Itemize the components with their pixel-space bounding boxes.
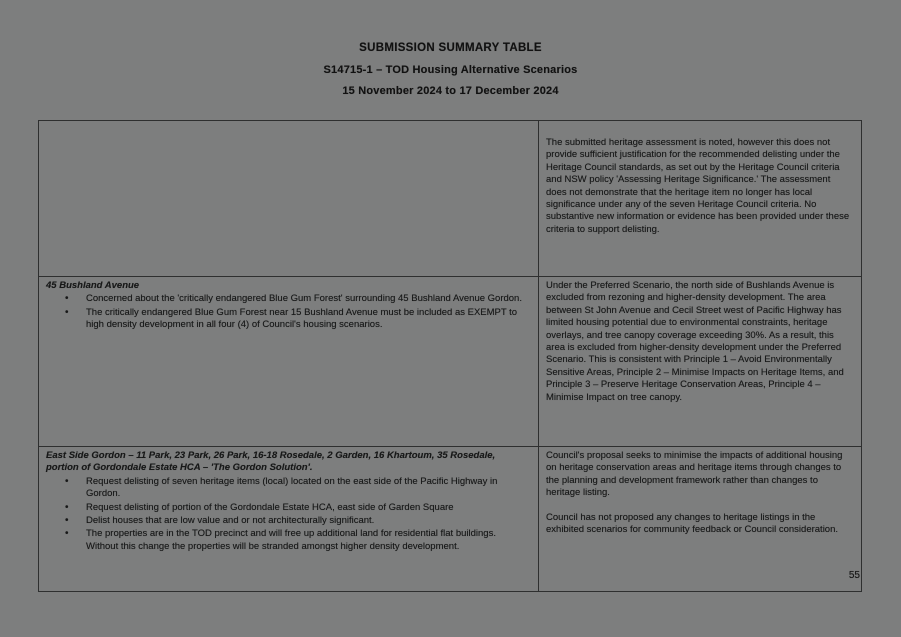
response-cell — [539, 447, 861, 591]
response-paragraph: Under the Preferred Scenario, the north side of Bushlands Avenue is excluded from rezoning and higher-density development. The area between St John Avenue and Cecil Street west of Pacific Highway has limited housing potential due to environmental constraints, heritage overlays, and tree canopy coverage exceeding 30%. As a result, this area is excluded from higher-density development under the Preferred Scenario. This is consistent with Principle 1 – Avoid Environmentally Sensitive Areas, Principle 2 – Minimise Impacts on Heritage Items, and Principle 3 – Preserve Heritage Conservation Areas, Principle 4 – Minimise Impact on tree canopy. — [546, 280, 844, 403]
response-paragraph: Council has not proposed any changes to heritage listings in the exhibited scenarios for community feedback or Council consideration. — [546, 511, 839, 536]
submission-bullet-list — [46, 293, 530, 331]
submission-heading: East Side Gordon – 11 Park, 23 Park, 26 Park, 16-18 Rosedale, 2 Garden, 16 Khartoum, 35 Rosedale, portion of Gordondale Estate HCA – 'The Gordon Solution'. — [46, 450, 496, 474]
submission-point: • The critically endangered Blue Gum Forest near 15 Bushland Avenue must be included as EXEMPT to high density development in all four (4) of Council's housing scenarios. — [86, 307, 530, 332]
page-subtitle: S14715-1 – TOD Housing Alternative Scenarios — [323, 63, 578, 76]
table-row — [39, 121, 861, 277]
response-cell — [539, 121, 861, 276]
submission-summary-table — [38, 120, 862, 592]
submission-cell-empty — [39, 121, 539, 276]
submission-bullet-list — [46, 476, 530, 553]
submission-point: • Request delisting of portion of the Gordondale Estate HCA, east side of Garden Square — [86, 502, 530, 514]
table-row — [39, 447, 861, 591]
page-number: 55 — [848, 570, 860, 581]
submission-point: • The properties are in the TOD precinct and will free up additional land for residential flat buildings. Without this change the properties will be stranded amongst higher density development. — [86, 528, 530, 553]
submission-cell — [39, 447, 539, 591]
page-date-range: 15 November 2024 to 17 December 2024 — [342, 85, 559, 97]
page-title: SUBMISSION SUMMARY TABLE — [359, 42, 542, 54]
submission-point: • Concerned about the 'critically endangered Blue Gum Forest' surrounding 45 Bushland Avenue Gordon. — [86, 293, 530, 305]
response-cell — [539, 277, 861, 446]
submission-cell — [39, 277, 539, 446]
table-row — [39, 277, 861, 447]
response-paragraph: Council's proposal seeks to minimise the impacts of additional housing on heritage conservation areas and heritage items through changes to the planning and development framework rather than changes to heritage listing. — [546, 450, 843, 499]
response-paragraph: The submitted heritage assessment is noted, however this does not provide sufficient justification for the recommended delisting under the Heritage Council standards, as set out by the Heritage Council criteria and NSW policy 'Assessing Heritage Significance.' The assessment does not demonstrate that the heritage item no longer has local significance under any of the seven Heritage Council criteria. No substantive new information or evidence has been provided under these criteria to support delisting. — [546, 137, 850, 235]
submission-point: • Delist houses that are low value and or not architecturally significant. — [86, 515, 530, 527]
submission-heading: 45 Bushland Avenue — [46, 280, 140, 291]
submission-point: • Request delisting of seven heritage items (local) located on the east side of the Pacific Highway in Gordon. — [86, 476, 530, 501]
document-header — [0, 42, 901, 107]
